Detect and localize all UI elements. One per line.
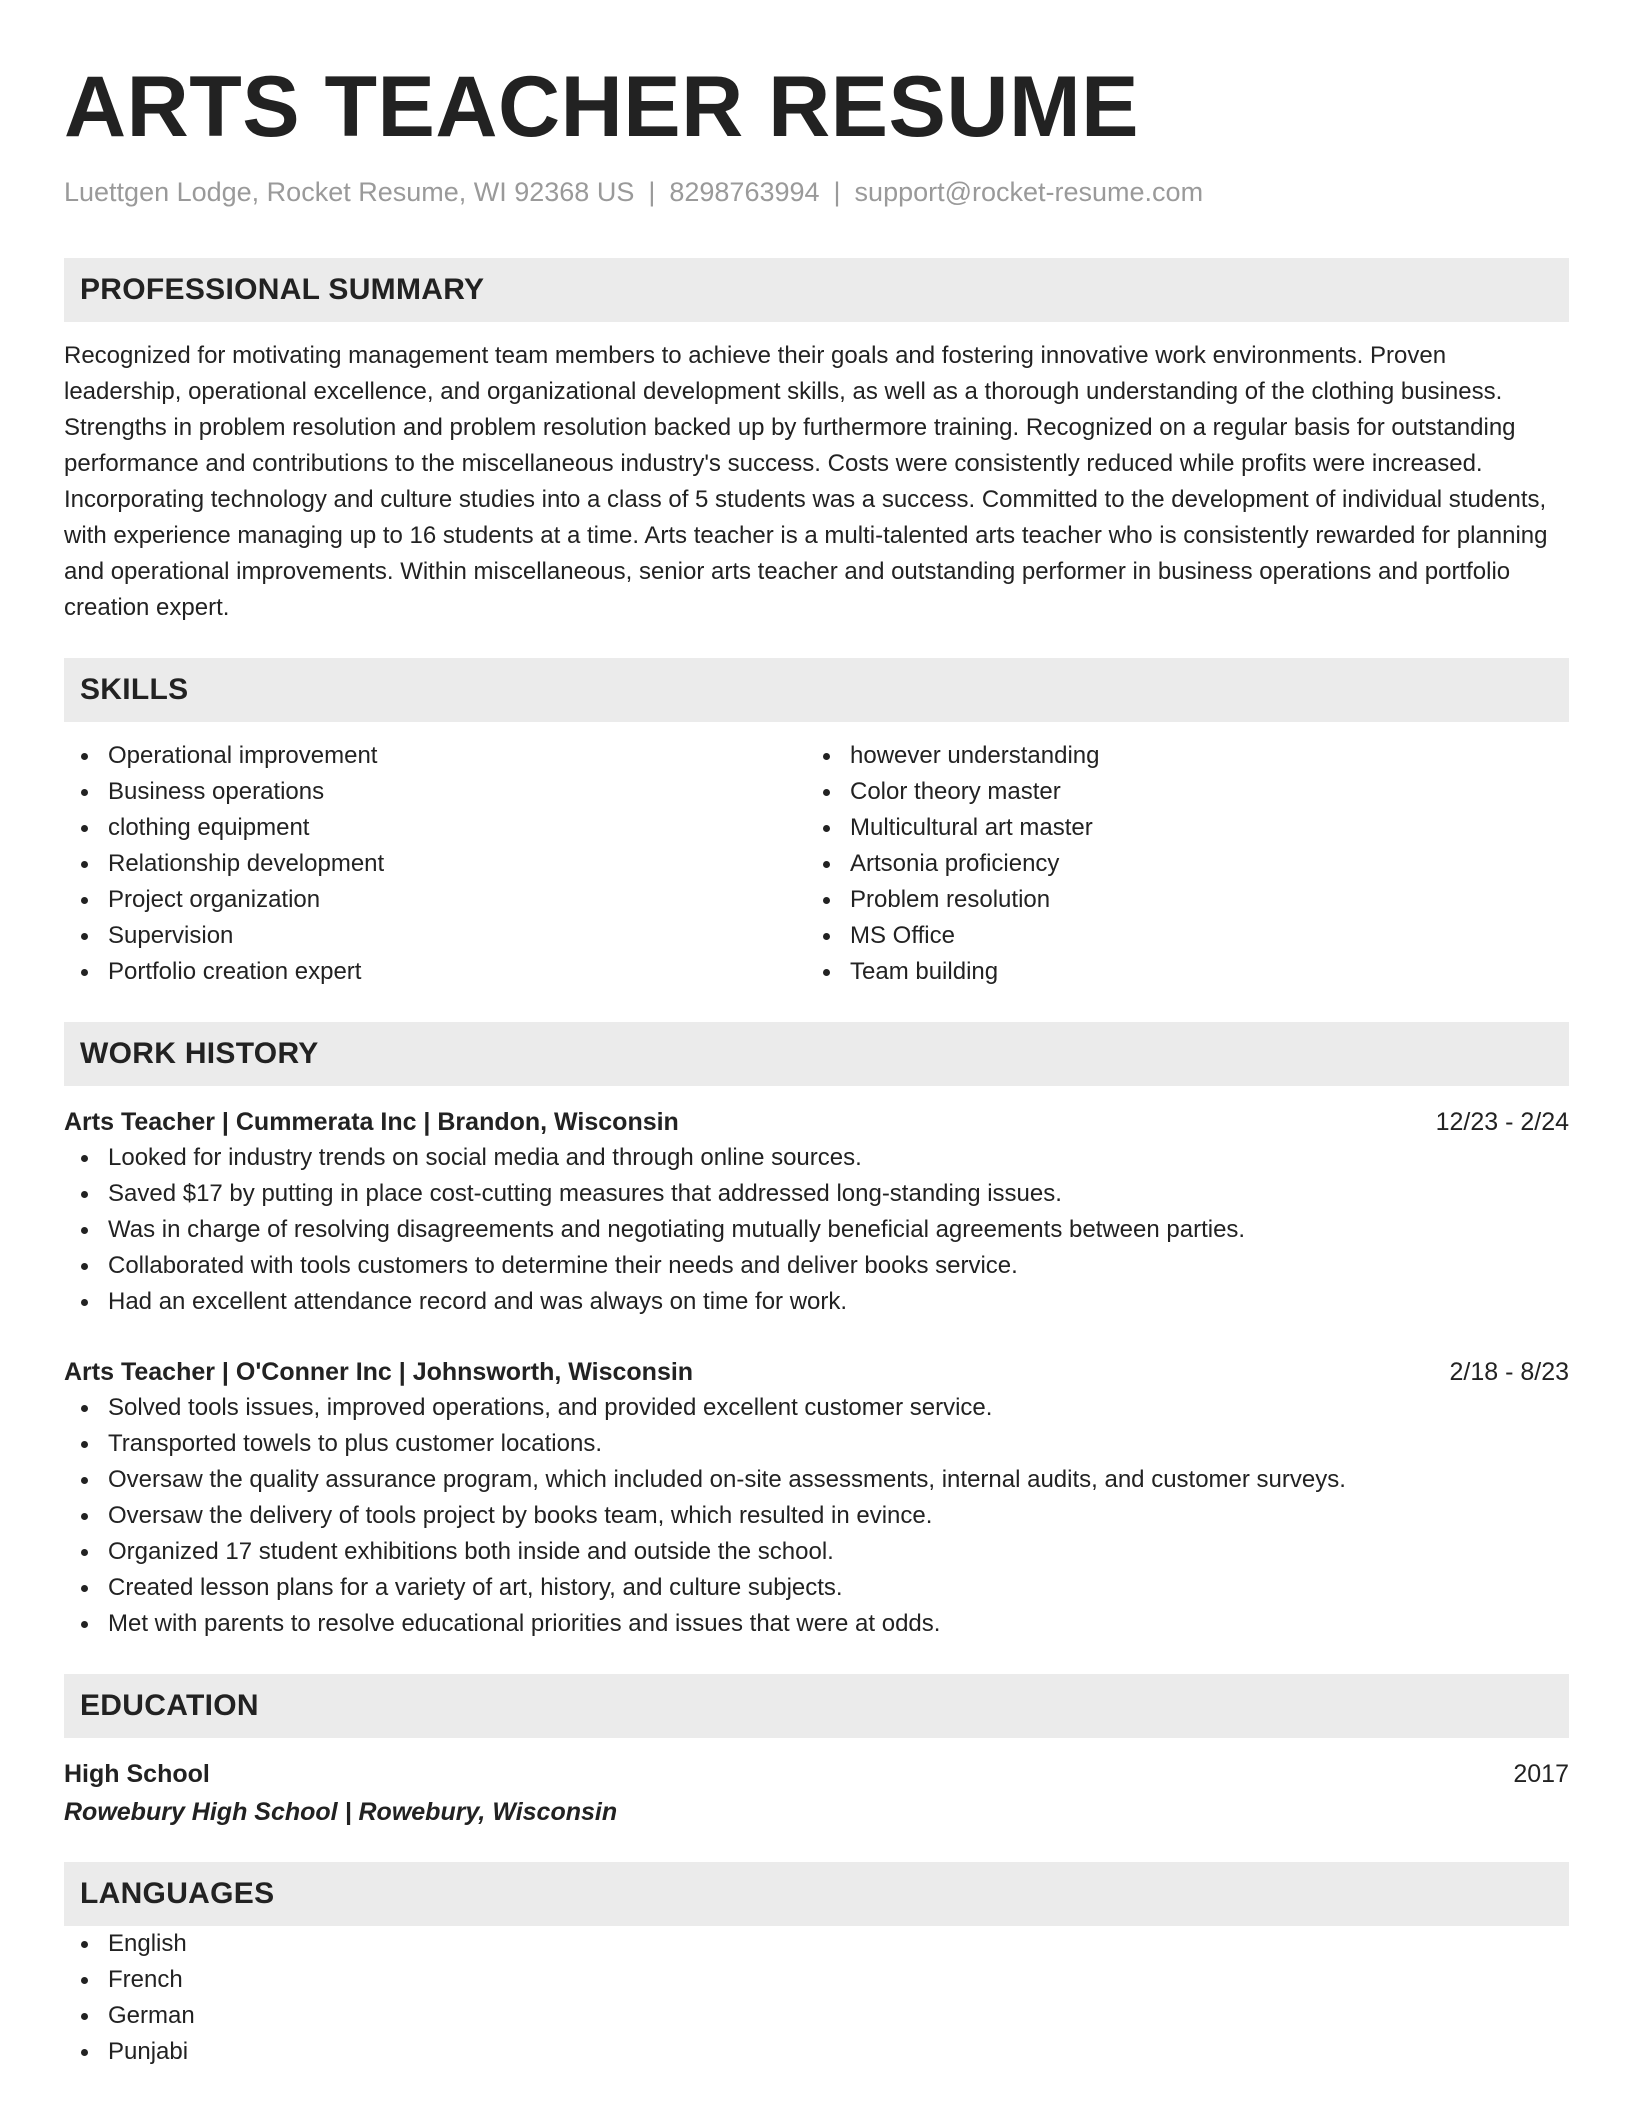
job-entry	[64, 1104, 1569, 1320]
contact-email: support@rocket-resume.com	[854, 177, 1204, 207]
skills-column-right	[806, 738, 1548, 990]
job-bullet: Created lesson plans for a variety of art, history, and culture subjects.	[64, 1570, 1569, 1606]
contact-phone: 8298763994	[669, 177, 820, 207]
job-heading: Arts Teacher | O'Conner Inc | Johnsworth, Wisconsin	[64, 1358, 694, 1387]
education-header	[64, 1756, 1569, 1792]
job-bullets	[64, 1140, 1569, 1320]
job-bullet: Transported towels to plus customer locations.	[64, 1426, 1569, 1462]
job-dates: 12/23 - 2/24	[1435, 1108, 1569, 1137]
section-header-work-history: WORK HISTORY	[64, 1022, 1569, 1086]
skill-item: Artsonia proficiency	[806, 846, 1548, 882]
language-item: German	[64, 1998, 1569, 2034]
skill-item: Operational improvement	[64, 738, 806, 774]
skill-item: however understanding	[806, 738, 1548, 774]
skill-item: Supervision	[64, 918, 806, 954]
education-school: Rowebury High School | Rowebury, Wisconsin	[64, 1798, 618, 1827]
contact-separator: |	[648, 177, 656, 207]
skill-item: Portfolio creation expert	[64, 954, 806, 990]
skill-item: Problem resolution	[806, 882, 1548, 918]
job-bullet: Looked for industry trends on social media and through online sources.	[64, 1140, 1569, 1176]
job-dates: 2/18 - 8/23	[1449, 1358, 1569, 1387]
job-header	[64, 1104, 1569, 1140]
skill-item: Business operations	[64, 774, 806, 810]
job-bullet: Collaborated with tools customers to determine their needs and deliver books service.	[64, 1248, 1569, 1284]
job-bullet: Oversaw the quality assurance program, which included on-site assessments, internal audits, and customer surveys.	[64, 1462, 1569, 1498]
job-bullet: Had an excellent attendance record and was always on time for work.	[64, 1284, 1569, 1320]
contact-separator: |	[833, 177, 841, 207]
language-item: French	[64, 1962, 1569, 1998]
job-bullet: Met with parents to resolve educational priorities and issues that were at odds.	[64, 1606, 1569, 1642]
job-heading: Arts Teacher | Cummerata Inc | Brandon, Wisconsin	[64, 1108, 679, 1137]
skill-item: Multicultural art master	[806, 810, 1548, 846]
skill-item: Team building	[806, 954, 1548, 990]
skill-item: Color theory master	[806, 774, 1548, 810]
skills-grid	[64, 738, 1569, 990]
contact-line	[64, 176, 1569, 208]
languages-list	[64, 1926, 1569, 2070]
education-year: 2017	[1513, 1760, 1569, 1789]
resume-title: ARTS TEACHER RESUME	[64, 59, 1140, 155]
skill-item: MS Office	[806, 918, 1548, 954]
job-bullet: Organized 17 student exhibitions both inside and outside the school.	[64, 1534, 1569, 1570]
job-bullets	[64, 1390, 1569, 1642]
summary-text: Recognized for motivating management team members to achieve their goals and fostering innovative work environments. Proven leadership, operational excellence, and organizational development skills, as well as a thorough understanding of the clothing business. Strengths in problem resolution and problem resolution backed up by furthermore training. Recognized on a regular basis for outstanding performance and contributions to the miscellaneous industry's success. Costs were consistently reduced while profits were increased. Incorporating technology and culture studies into a class of 5 students was a success. Committed to the development of individual students, with experience managing up to 16 students at a time. Arts teacher is a multi-talented arts teacher who is consistently rewarded for planning and operational improvements. Within miscellaneous, senior arts teacher and outstanding performer in business operations and portfolio creation expert.	[64, 342, 1548, 622]
job-bullet: Was in charge of resolving disagreements and negotiating mutually beneficial agreements between parties.	[64, 1212, 1569, 1248]
language-item: English	[64, 1926, 1569, 1962]
job-bullet: Solved tools issues, improved operations, and provided excellent customer service.	[64, 1390, 1569, 1426]
section-header-skills: SKILLS	[64, 658, 1569, 722]
contact-address: Luettgen Lodge, Rocket Resume, WI 92368 US	[64, 177, 635, 207]
skill-item: clothing equipment	[64, 810, 806, 846]
skill-item: Project organization	[64, 882, 806, 918]
skill-item: Relationship development	[64, 846, 806, 882]
skills-column-left	[64, 738, 806, 990]
section-header-languages: LANGUAGES	[64, 1862, 1569, 1926]
job-entry	[64, 1354, 1569, 1642]
job-header	[64, 1354, 1569, 1390]
job-bullet: Oversaw the delivery of tools project by books team, which resulted in evince.	[64, 1498, 1569, 1534]
section-header-education: EDUCATION	[64, 1674, 1569, 1738]
education-degree: High School	[64, 1760, 210, 1789]
language-item: Punjabi	[64, 2034, 1569, 2070]
job-bullet: Saved $17 by putting in place cost-cutting measures that addressed long-standing issues.	[64, 1176, 1569, 1212]
section-header-summary: PROFESSIONAL SUMMARY	[64, 258, 1569, 322]
